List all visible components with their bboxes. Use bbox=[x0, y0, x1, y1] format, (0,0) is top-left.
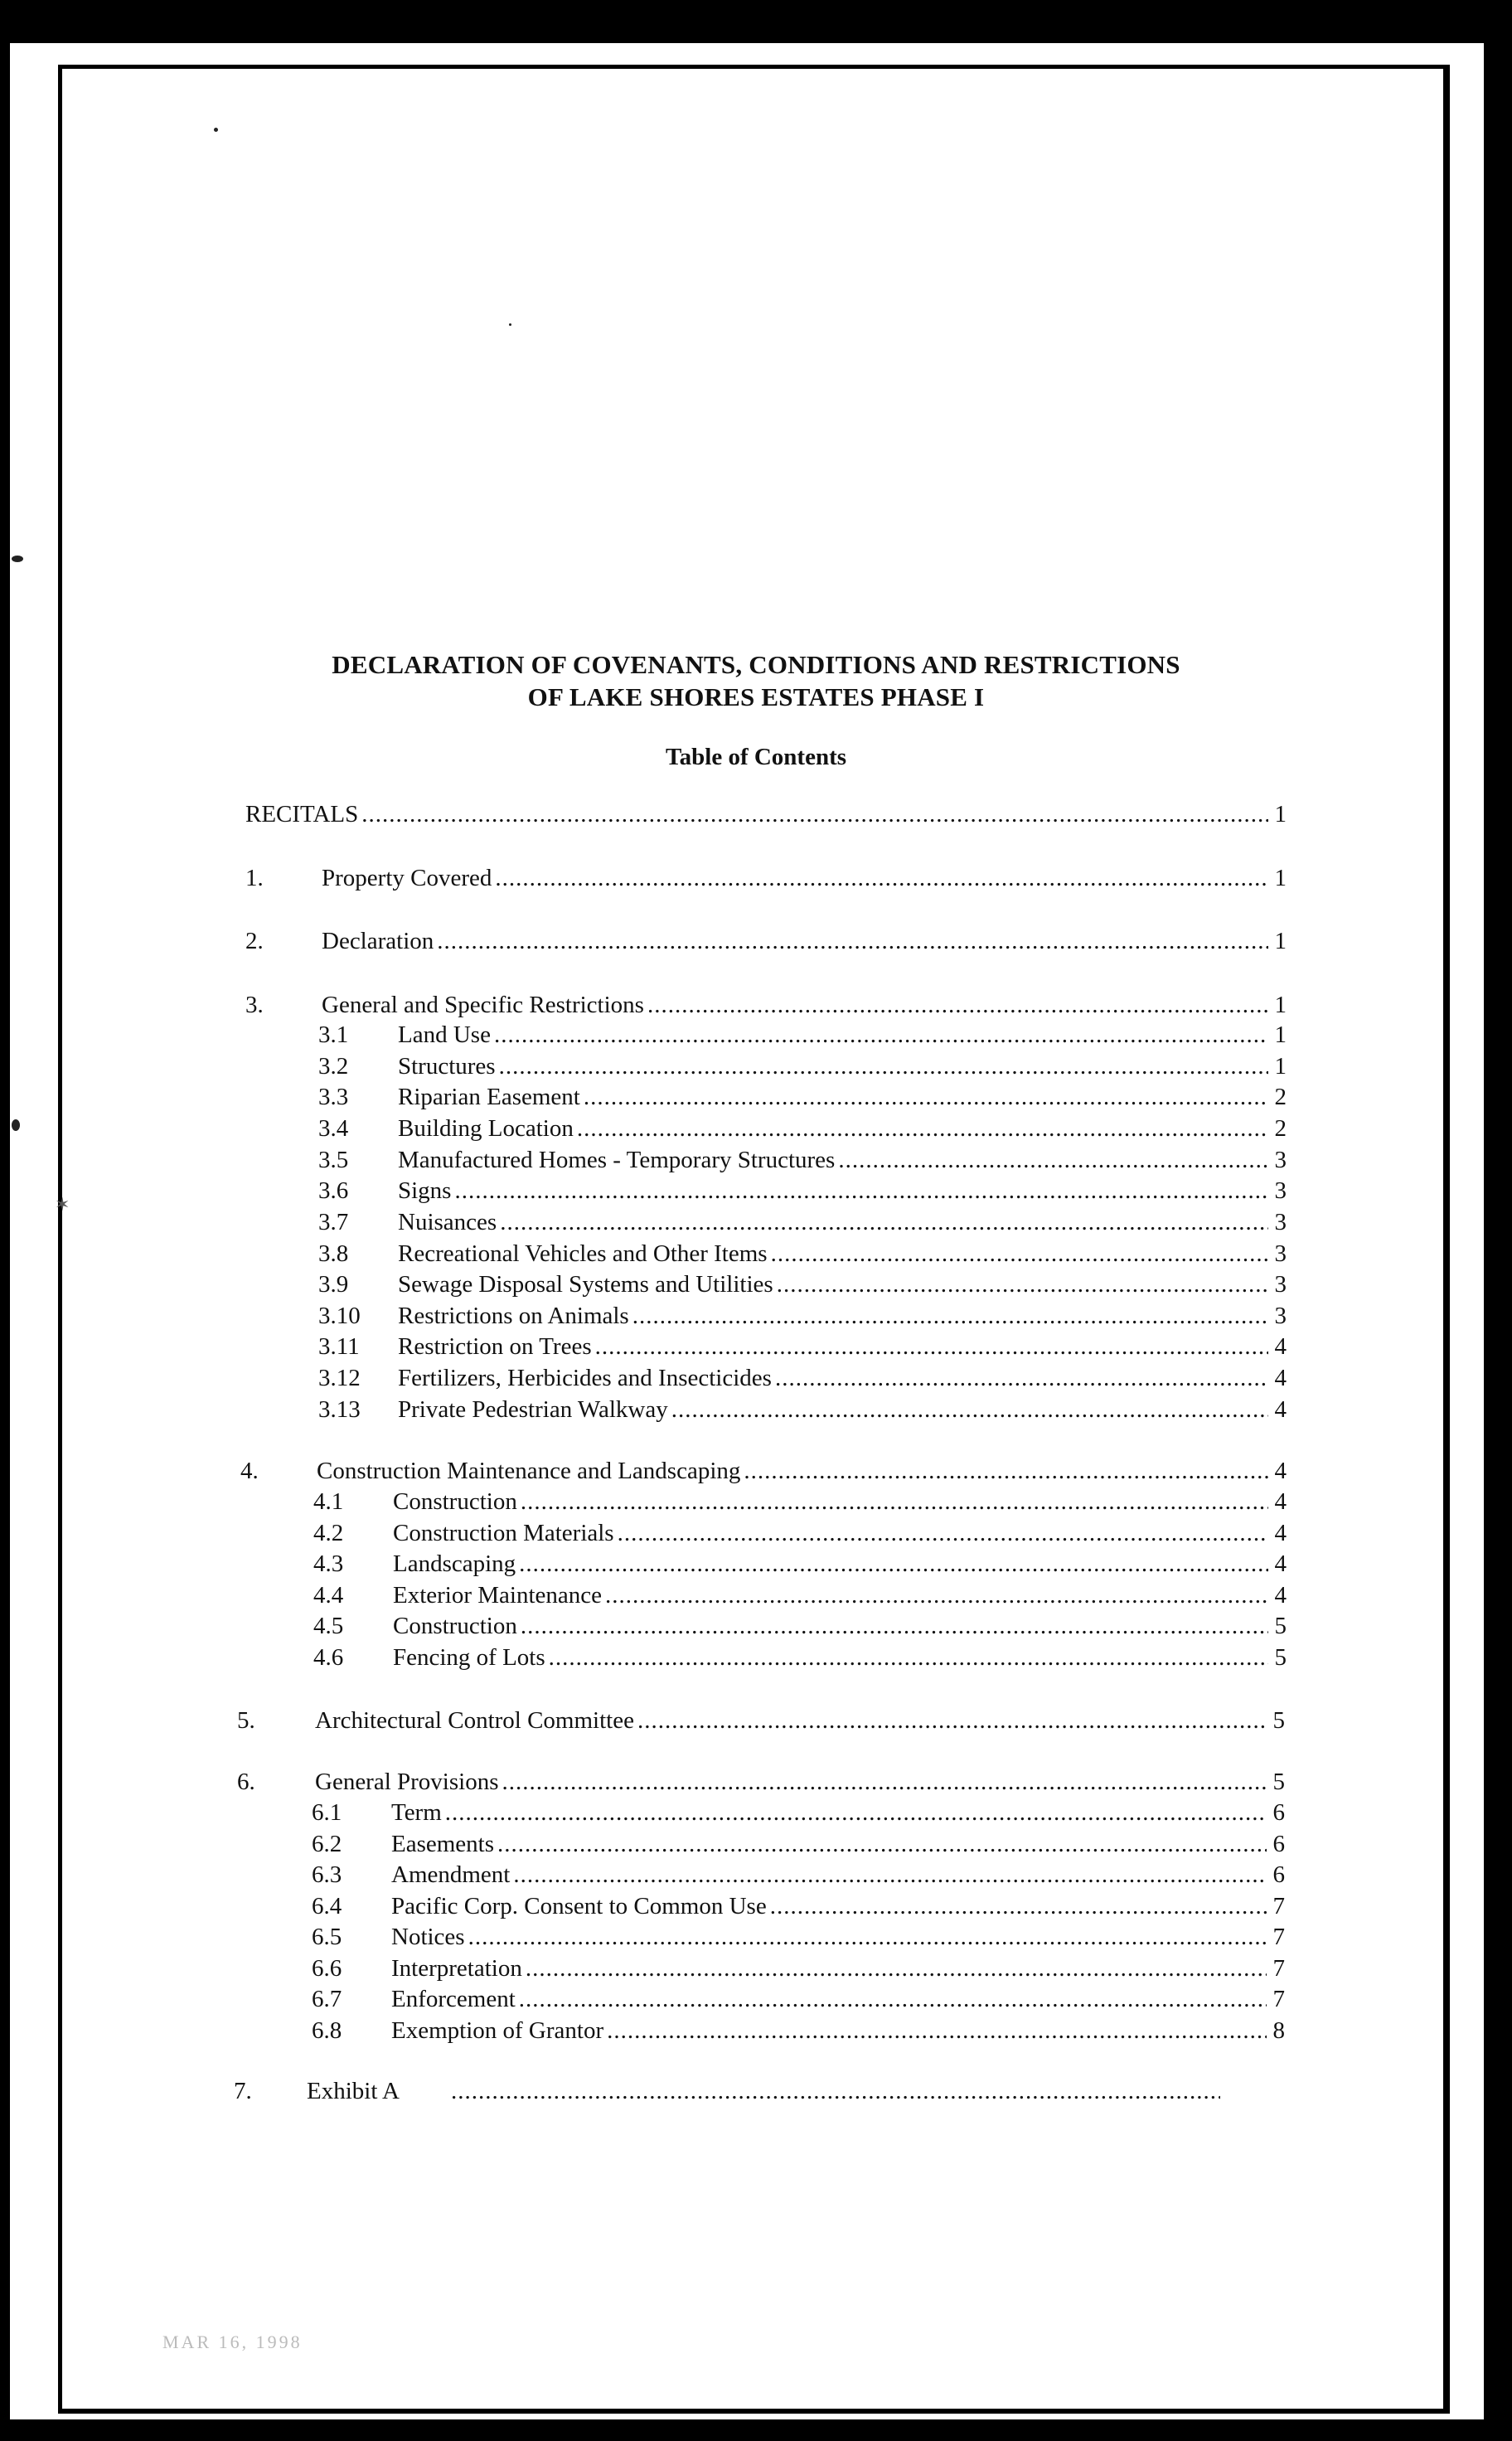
toc-entry-page: 3 bbox=[1274, 1271, 1287, 1298]
leader-dots bbox=[771, 1239, 1268, 1269]
toc-entry-3-1 bbox=[318, 1020, 1287, 1050]
toc-entry-6-5 bbox=[312, 1922, 1285, 1952]
leader-dots bbox=[526, 1953, 1267, 1983]
toc-entry-number: 6.6 bbox=[312, 1955, 342, 1982]
toc-entry-3-3 bbox=[318, 1082, 1287, 1112]
toc-entry-number: 5. bbox=[237, 1707, 255, 1734]
toc-entry-3-10 bbox=[318, 1301, 1287, 1331]
toc-entry-page: 8 bbox=[1272, 2017, 1285, 2044]
toc-entry-page: 4 bbox=[1274, 1582, 1287, 1609]
toc-entry-recitals bbox=[245, 799, 1287, 829]
toc-entry-3-8 bbox=[318, 1239, 1287, 1269]
toc-entry-label: Architectural Control Committee bbox=[315, 1707, 634, 1734]
toc-entry-label: Declaration bbox=[322, 928, 434, 954]
toc-entry-page: 4 bbox=[1274, 1458, 1287, 1484]
document-title-line1: DECLARATION OF COVENANTS, CONDITIONS AND RESTRICTIONS bbox=[332, 650, 1180, 679]
toc-entry-number: 4.5 bbox=[313, 1613, 344, 1639]
toc-entry-number: 4. bbox=[240, 1458, 259, 1484]
toc-entry-label: Construction bbox=[393, 1488, 517, 1515]
toc-entry-6-6 bbox=[312, 1953, 1285, 1983]
toc-entry-page: 3 bbox=[1274, 1240, 1287, 1267]
toc-entry-3-11 bbox=[318, 1332, 1287, 1361]
toc-entry-number: 6.1 bbox=[312, 1799, 342, 1826]
toc-entry-page: 3 bbox=[1274, 1303, 1287, 1329]
leader-dots bbox=[595, 1332, 1268, 1361]
toc-entry-6-7 bbox=[312, 1984, 1285, 2014]
toc-entry-page: 4 bbox=[1274, 1488, 1287, 1515]
leader-dots bbox=[519, 1984, 1267, 2014]
toc-entry-number: 6.4 bbox=[312, 1893, 342, 1919]
date-stamp: MAR 16, 1998 bbox=[162, 2332, 303, 2352]
toc-entry-number: 2. bbox=[245, 928, 264, 954]
toc-entry-page: 4 bbox=[1274, 1520, 1287, 1546]
toc-entry-7 bbox=[234, 2076, 1238, 2106]
toc-entry-number: 4.6 bbox=[313, 1644, 344, 1671]
toc-entry-label: Nuisances bbox=[398, 1209, 497, 1235]
toc-heading: Table of Contents bbox=[665, 744, 847, 770]
toc-entry-label: Recreational Vehicles and Other Items bbox=[398, 1240, 768, 1267]
toc-entry-number: 3.1 bbox=[318, 1022, 349, 1048]
toc-entry-page: 7 bbox=[1272, 1955, 1285, 1982]
toc-entry-label: General Provisions bbox=[315, 1769, 499, 1795]
toc-entry-label: Construction bbox=[393, 1613, 517, 1639]
toc-entry-3-7 bbox=[318, 1207, 1287, 1237]
toc-entry-3-4 bbox=[318, 1114, 1287, 1143]
margin-mark: ✶ bbox=[55, 1194, 70, 1215]
toc-entry-6 bbox=[237, 1767, 1285, 1797]
toc-entry-page: 7 bbox=[1272, 1893, 1285, 1919]
toc-entry-page: 1 bbox=[1274, 1022, 1287, 1048]
toc-entry-label: Sewage Disposal Systems and Utilities bbox=[398, 1271, 773, 1298]
toc-entry-number: 3.11 bbox=[318, 1333, 360, 1360]
toc-entry-4-3 bbox=[313, 1549, 1287, 1579]
toc-entry-page: 2 bbox=[1274, 1084, 1287, 1110]
leader-dots bbox=[513, 1860, 1267, 1890]
toc-entry-page: 4 bbox=[1274, 1396, 1287, 1423]
toc-entry-number: 6.8 bbox=[312, 2017, 342, 2044]
toc-entry-label: Landscaping bbox=[393, 1550, 516, 1577]
leader-dots bbox=[445, 1798, 1267, 1827]
toc-entry-label: Exterior Maintenance bbox=[393, 1582, 603, 1609]
toc-entry-number: 4.2 bbox=[313, 1520, 344, 1546]
leader-dots bbox=[647, 990, 1268, 1020]
toc-entry-3-6 bbox=[318, 1176, 1287, 1206]
toc-entry-page: 3 bbox=[1274, 1177, 1287, 1204]
leader-dots bbox=[437, 926, 1268, 956]
toc-entry-number: 4.3 bbox=[313, 1550, 344, 1577]
toc-entry-page: 3 bbox=[1274, 1209, 1287, 1235]
toc-entry-label: Riparian Easement bbox=[398, 1084, 580, 1110]
toc-entry-page: 1 bbox=[1274, 992, 1287, 1018]
leader-dots bbox=[838, 1145, 1268, 1175]
toc-entry-label: Land Use bbox=[398, 1022, 491, 1048]
toc-entry-3-12 bbox=[318, 1363, 1287, 1393]
toc-entry-3-9 bbox=[318, 1269, 1287, 1299]
leader-dots bbox=[451, 2076, 1220, 2106]
toc-entry-3-5 bbox=[318, 1145, 1287, 1175]
toc-entry-4-2 bbox=[313, 1518, 1287, 1548]
toc-entry-page: 4 bbox=[1274, 1333, 1287, 1360]
leader-dots bbox=[497, 1829, 1267, 1859]
leader-dots bbox=[775, 1363, 1268, 1393]
leader-dots bbox=[521, 1487, 1268, 1517]
toc-entry-label: Enforcement bbox=[391, 1986, 516, 2012]
toc-entry-3 bbox=[245, 990, 1287, 1020]
toc-entry-page: 1 bbox=[1274, 801, 1287, 827]
toc-entry-number: 3.13 bbox=[318, 1396, 361, 1423]
leader-dots bbox=[494, 1020, 1268, 1050]
toc-entry-page: 5 bbox=[1274, 1644, 1287, 1671]
toc-entry-page: 6 bbox=[1272, 1861, 1285, 1888]
leader-dots bbox=[468, 1922, 1267, 1952]
toc-entry-number: 3.7 bbox=[318, 1209, 349, 1235]
leader-dots bbox=[605, 1580, 1268, 1610]
toc-entry-label: Interpretation bbox=[391, 1955, 522, 1982]
toc-entry-number: 3.4 bbox=[318, 1115, 349, 1142]
toc-entry-3-13 bbox=[318, 1395, 1287, 1424]
toc-entry-6-3 bbox=[312, 1860, 1285, 1890]
toc-entry-page: 7 bbox=[1272, 1924, 1285, 1950]
document-title-line2: OF LAKE SHORES ESTATES PHASE I bbox=[527, 682, 985, 711]
toc-entry-number: 7. bbox=[234, 2078, 252, 2104]
toc-entry-label: Exemption of Grantor bbox=[391, 2017, 604, 2044]
leader-dots bbox=[495, 863, 1268, 893]
toc-entry-number: 3.10 bbox=[318, 1303, 361, 1329]
toc-entry-number: 3.3 bbox=[318, 1084, 349, 1110]
toc-entry-label: RECITALS bbox=[245, 801, 359, 827]
leader-dots bbox=[454, 1176, 1268, 1206]
leader-dots bbox=[519, 1549, 1268, 1579]
toc-entry-label: Construction Materials bbox=[393, 1520, 614, 1546]
toc-entry-number: 6.5 bbox=[312, 1924, 342, 1950]
toc-entry-label: Signs bbox=[398, 1177, 452, 1204]
toc-entry-4-6 bbox=[313, 1643, 1287, 1672]
leader-dots bbox=[361, 799, 1268, 829]
leader-dots bbox=[632, 1301, 1268, 1331]
toc-entry-label: Term bbox=[391, 1799, 442, 1826]
leader-dots bbox=[499, 1051, 1268, 1081]
toc-entry-label: Restriction on Trees bbox=[398, 1333, 592, 1360]
toc-entry-label: Construction Maintenance and Landscaping bbox=[317, 1458, 741, 1484]
toc-entry-1 bbox=[245, 863, 1287, 893]
toc-entry-page: 4 bbox=[1274, 1550, 1287, 1577]
toc-entry-label: General and Specific Restrictions bbox=[322, 992, 644, 1018]
toc-entry-number: 6.2 bbox=[312, 1831, 342, 1857]
toc-entry-number: 1. bbox=[245, 865, 264, 891]
toc-entry-number: 4.4 bbox=[313, 1582, 344, 1609]
leader-dots bbox=[671, 1395, 1268, 1424]
toc-entry-number: 6. bbox=[237, 1769, 255, 1795]
leader-dots bbox=[607, 2016, 1267, 2045]
toc-entry-4-4 bbox=[313, 1580, 1287, 1610]
toc-entry-number: 3. bbox=[245, 992, 264, 1018]
toc-entry-page: 6 bbox=[1272, 1799, 1285, 1826]
toc-entry-label: Amendment bbox=[391, 1861, 511, 1888]
leader-dots bbox=[770, 1891, 1267, 1921]
toc-entry-number: 6.3 bbox=[312, 1861, 342, 1888]
leader-dots bbox=[618, 1518, 1268, 1548]
toc-entry-number: 3.6 bbox=[318, 1177, 349, 1204]
toc-entry-label: Exhibit A bbox=[307, 2078, 400, 2104]
toc-entry-page: 1 bbox=[1274, 928, 1287, 954]
toc-entry-6-8 bbox=[312, 2016, 1285, 2045]
toc-entry-page: 3 bbox=[1274, 1147, 1287, 1173]
leader-dots bbox=[584, 1082, 1268, 1112]
toc-entry-label: Fencing of Lots bbox=[393, 1644, 545, 1671]
toc-entry-number: 3.9 bbox=[318, 1271, 349, 1298]
toc-entry-page: 6 bbox=[1272, 1831, 1285, 1857]
leader-dots bbox=[577, 1114, 1268, 1143]
toc-entry-label: Manufactured Homes - Temporary Structures bbox=[398, 1147, 836, 1173]
toc-entry-2 bbox=[245, 926, 1287, 956]
toc-entry-number: 3.2 bbox=[318, 1053, 349, 1080]
toc-entry-number: 4.1 bbox=[313, 1488, 344, 1515]
toc-entry-number: 6.7 bbox=[312, 1986, 342, 2012]
leader-dots bbox=[549, 1643, 1268, 1672]
toc-entry-number: 3.12 bbox=[318, 1365, 361, 1391]
toc-entry-label: Easements bbox=[391, 1831, 495, 1857]
leader-dots bbox=[744, 1456, 1268, 1486]
toc-entry-3-2 bbox=[318, 1051, 1287, 1081]
toc-entry-page: 5 bbox=[1272, 1769, 1285, 1795]
toc-entry-label: Fertilizers, Herbicides and Insecticides bbox=[398, 1365, 772, 1391]
toc-entry-6-1 bbox=[312, 1798, 1285, 1827]
toc-entry-label: Pacific Corp. Consent to Common Use bbox=[391, 1893, 767, 1919]
toc-entry-label: Property Covered bbox=[322, 865, 492, 891]
toc-entry-page: 1 bbox=[1274, 1053, 1287, 1080]
toc-entry-page: 7 bbox=[1272, 1986, 1285, 2012]
leader-dots bbox=[777, 1269, 1268, 1299]
toc-entry-page: 1 bbox=[1274, 865, 1287, 891]
leader-dots bbox=[500, 1207, 1268, 1237]
toc-entry-page: 2 bbox=[1274, 1115, 1287, 1142]
toc-entry-4-1 bbox=[313, 1487, 1287, 1517]
toc-entry-6-2 bbox=[312, 1829, 1285, 1859]
toc-entry-page: 5 bbox=[1272, 1707, 1285, 1734]
toc-entry-label: Notices bbox=[391, 1924, 465, 1950]
toc-entry-page: 5 bbox=[1274, 1613, 1287, 1639]
toc-entry-4-5 bbox=[313, 1611, 1287, 1641]
toc-entry-number: 3.5 bbox=[318, 1147, 349, 1173]
leader-dots bbox=[502, 1767, 1267, 1797]
toc-entry-label: Structures bbox=[398, 1053, 496, 1080]
toc-entry-5 bbox=[237, 1706, 1285, 1735]
toc-entry-6-4 bbox=[312, 1891, 1285, 1921]
toc-entry-4 bbox=[240, 1456, 1287, 1486]
toc-entry-label: Building Location bbox=[398, 1115, 574, 1142]
toc-entry-label: Private Pedestrian Walkway bbox=[398, 1396, 668, 1423]
leader-dots bbox=[521, 1611, 1268, 1641]
leader-dots bbox=[637, 1706, 1267, 1735]
toc-entry-label: Restrictions on Animals bbox=[398, 1303, 629, 1329]
toc-entry-page: 4 bbox=[1274, 1365, 1287, 1391]
toc-entry-number: 3.8 bbox=[318, 1240, 349, 1267]
